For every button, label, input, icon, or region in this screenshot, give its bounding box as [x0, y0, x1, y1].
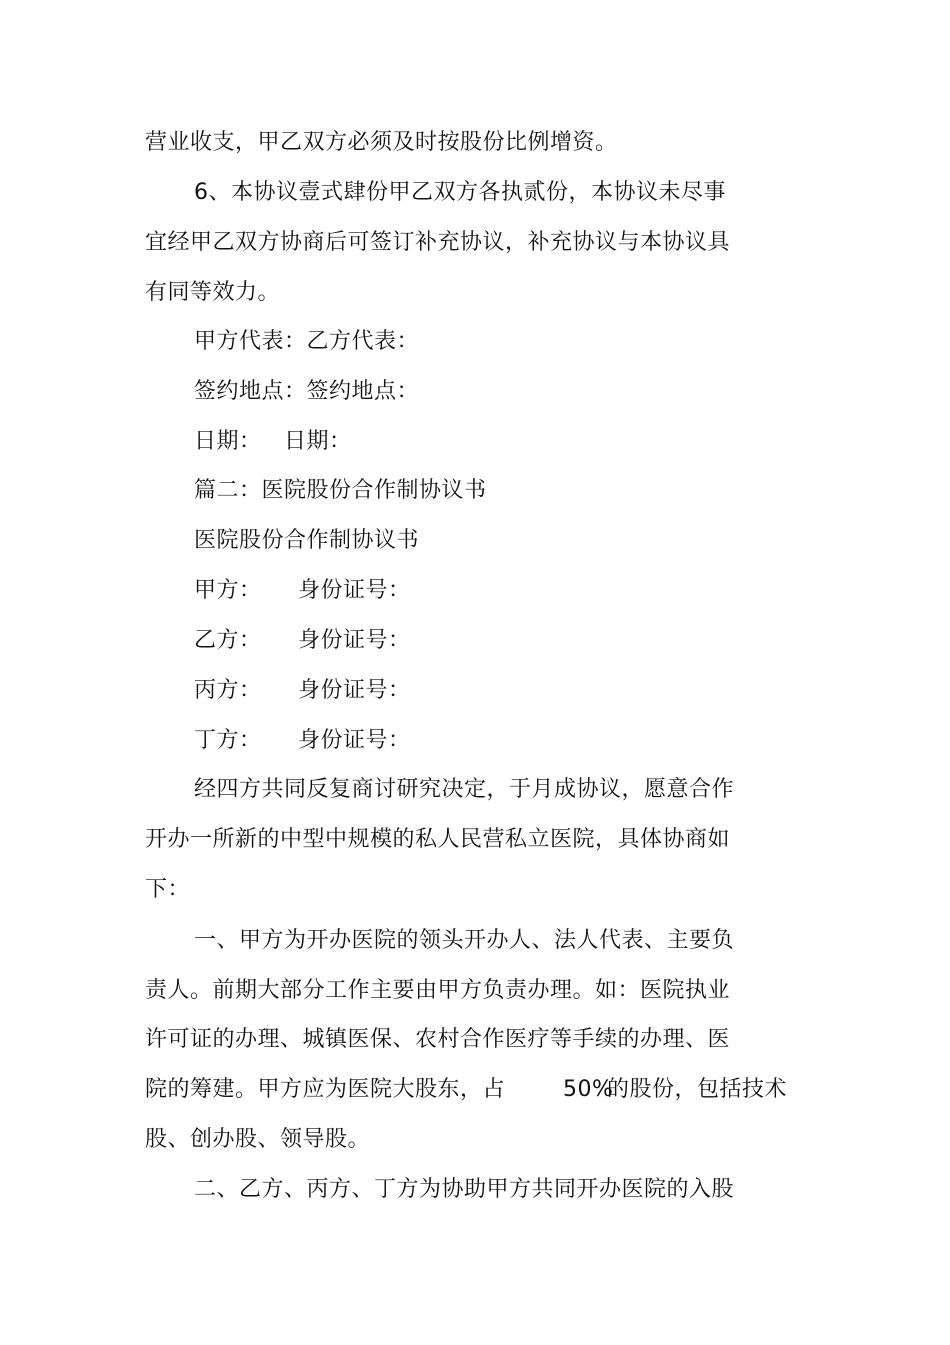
paragraph-line: 责人。前期大部分工作主要由甲方负责办理。如：医院执业 — [145, 978, 731, 1003]
party-line — [194, 676, 411, 706]
paragraph-line: 下： — [145, 877, 191, 902]
document-title: 医院股份合作制协议书 — [194, 528, 420, 553]
paragraph-line: 有同等效力。 — [145, 280, 281, 305]
paragraph-line: 6、本协议壹式肆份甲乙双方各执贰份，本协议未尽事 — [194, 180, 726, 205]
signature-representative-line: 甲方代表：乙方代表： — [194, 329, 420, 354]
paragraph-line: 营业收支，甲乙双方必须及时按股份比例增资。 — [145, 130, 618, 155]
share-text-end: 的股份，包括技术 — [607, 1077, 788, 1102]
party-label: 丁方： — [194, 728, 262, 753]
paragraph-line: 二、乙方、丙方、丁方为协助甲方共同开办医院的入股 — [194, 1177, 735, 1202]
id-number-label: 身份证号： — [298, 678, 411, 703]
id-number-label: 身份证号： — [298, 628, 411, 653]
paragraph-line — [145, 1075, 788, 1105]
paragraph-line: 宜经甲乙双方协商后可签订补充协议，补充协议与本协议具 — [145, 230, 731, 255]
party-label: 甲方： — [194, 578, 262, 603]
signature-location-line: 签约地点：签约地点： — [194, 379, 420, 404]
paragraph-line: 开办一所新的中型中规模的私人民营私立医院，具体协商如 — [145, 827, 731, 852]
party-line — [194, 626, 411, 656]
paragraph-line: 一、甲方为开办医院的领头开办人、法人代表、主要负 — [194, 928, 735, 953]
party-line — [194, 576, 411, 606]
paragraph-line: 许可证的办理、城镇医保、农村合作医疗等手续的办理、医 — [145, 1027, 731, 1052]
paragraph-line: 经四方共同反复商讨研究决定，于月成协议，愿意合作 — [194, 777, 735, 802]
party-label: 丙方： — [194, 678, 262, 703]
date-label-left: 日期： — [194, 429, 262, 454]
signature-date-line — [194, 427, 352, 457]
party-line — [194, 726, 411, 756]
id-number-label: 身份证号： — [298, 578, 411, 603]
party-label: 乙方： — [194, 628, 262, 653]
section-heading: 篇二：医院股份合作制协议书 — [194, 478, 487, 503]
share-text-start: 院的筹建。甲方应为医院大股东，占 — [145, 1077, 506, 1102]
paragraph-line: 股、创办股、领导股。 — [145, 1127, 371, 1152]
date-label-right: 日期： — [284, 429, 352, 454]
share-percent: 50% — [563, 1077, 614, 1102]
id-number-label: 身份证号： — [298, 728, 411, 753]
